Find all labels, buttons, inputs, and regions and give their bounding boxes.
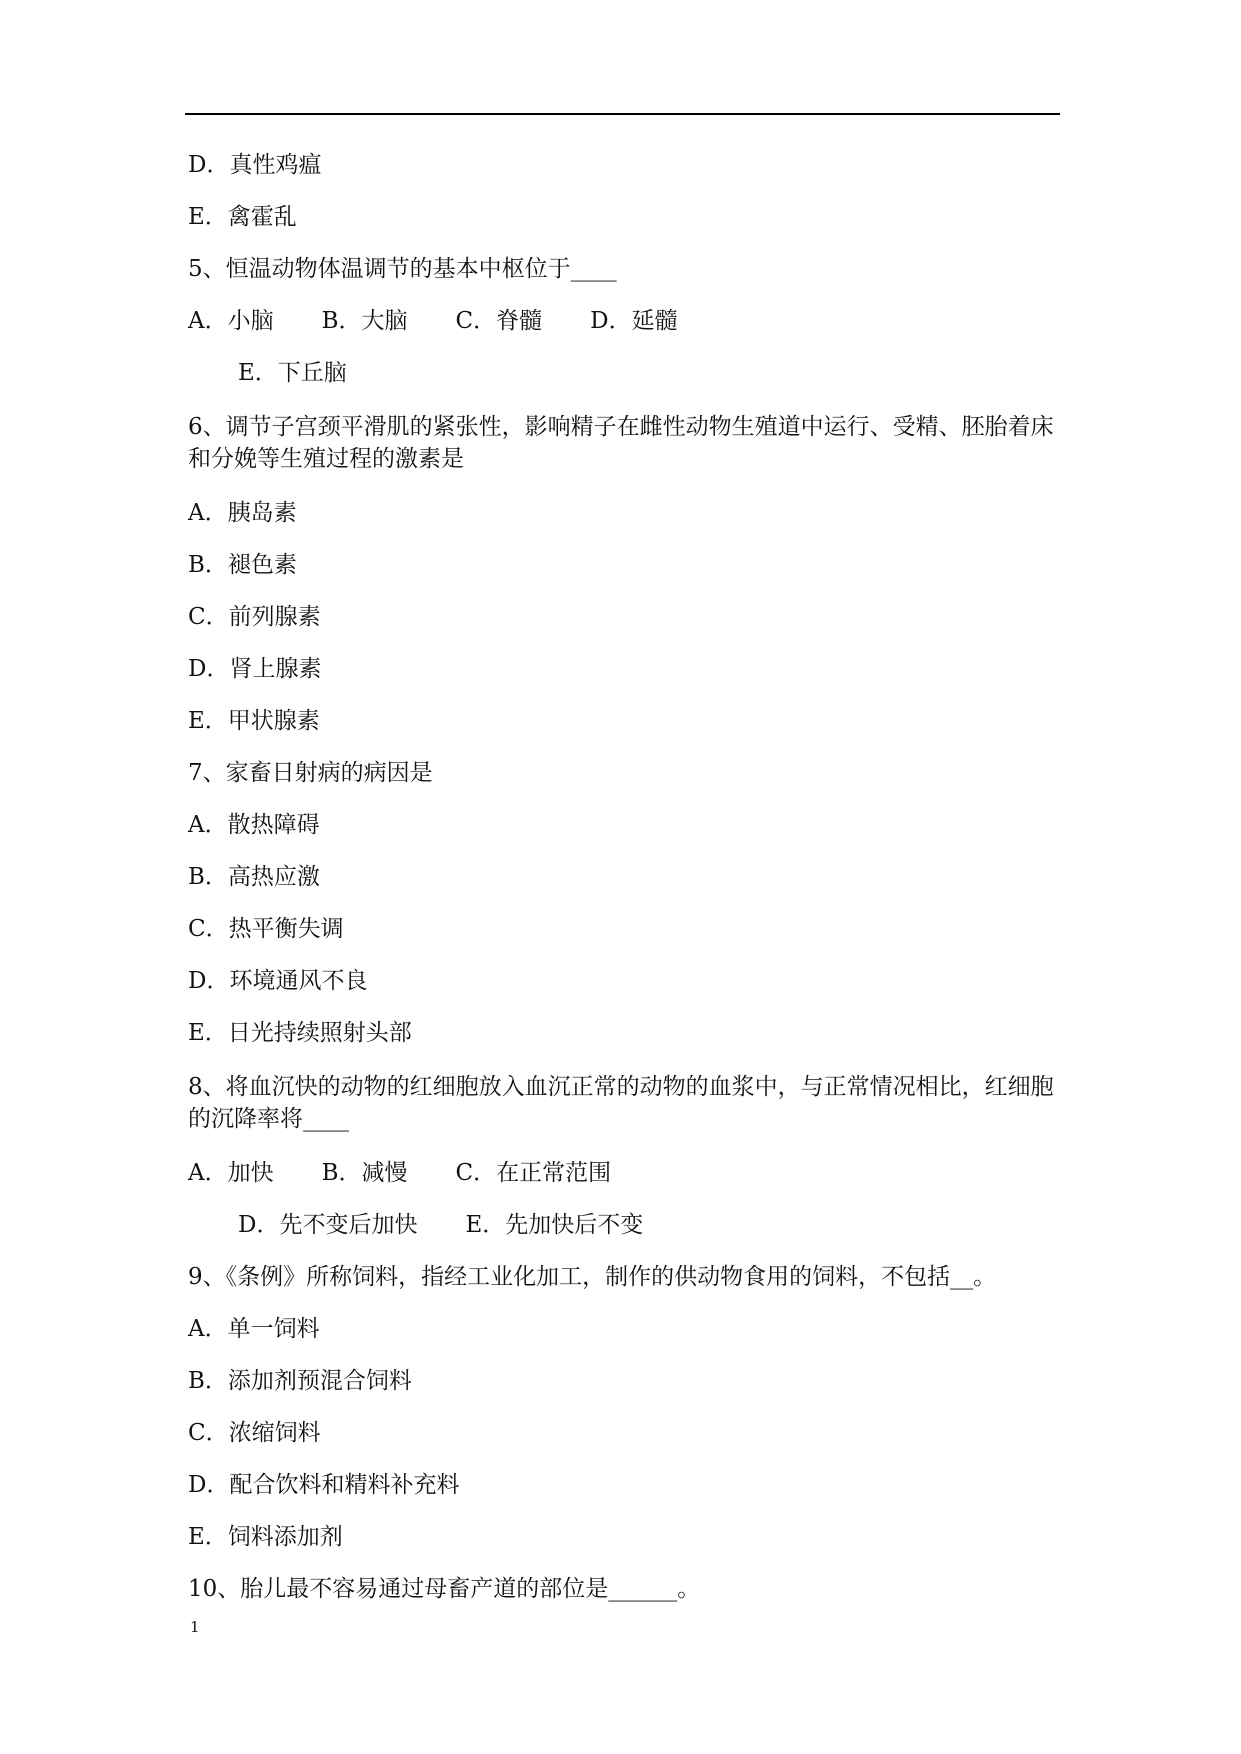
question-10: 10、胎儿最不容易通过母畜产道的部位是______。 — [188, 1576, 701, 1602]
option-e: E．下丘脑 — [238, 360, 347, 386]
option-e: E．甲状腺素 — [188, 708, 320, 734]
option-d: D．环境通风不良 — [188, 968, 368, 994]
option-b: B．添加剂预混合饲料 — [188, 1368, 412, 1394]
option-line: E．禽霍乱 — [188, 204, 297, 230]
question-5-options-row — [188, 307, 1058, 335]
option-c: C．在正常范围 — [455, 1160, 612, 1186]
option-b: B．褪色素 — [188, 552, 297, 578]
question-5: 5、恒温动物体温调节的基本中枢位于____ — [188, 256, 617, 282]
option-a: A．单一饲料 — [188, 1316, 320, 1342]
option-c: C．前列腺素 — [188, 604, 321, 630]
document-body — [188, 151, 1058, 1603]
question-9: 9、《条例》所称饲料，指经工业化加工，制作的供动物食用的饲料，不包括__。 — [188, 1264, 997, 1290]
option-b: B．大脑 — [321, 308, 408, 334]
option-d: D．延髓 — [590, 308, 678, 334]
option-e: E．日光持续照射头部 — [188, 1020, 412, 1046]
option-e: E．先加快后不变 — [465, 1212, 644, 1238]
option-c: C．脊髓 — [455, 308, 543, 334]
option-b: B．减慢 — [321, 1160, 408, 1186]
option-d: D．配合饮料和精料补充料 — [188, 1472, 460, 1498]
question-8-options-row-2 — [188, 1211, 1058, 1239]
question-8-options-row — [188, 1159, 1058, 1187]
option-a: A．胰岛素 — [188, 500, 297, 526]
option-d: D．先不变后加快 — [238, 1212, 418, 1238]
option-c: C．热平衡失调 — [188, 916, 344, 942]
option-line: D．真性鸡瘟 — [188, 152, 322, 178]
option-b: B．高热应激 — [188, 864, 320, 890]
header-rule — [185, 113, 1060, 115]
question-8: 8、将血沉快的动物的红细胞放入血沉正常的动物的血浆中，与正常情况相比，红细胞的沉降率将____ — [188, 1074, 1054, 1132]
option-e: E．饲料添加剂 — [188, 1524, 343, 1550]
option-a: A．加快 — [188, 1160, 274, 1186]
option-a: A．小脑 — [188, 308, 274, 334]
option-c: C．浓缩饲料 — [188, 1420, 321, 1446]
option-a: A．散热障碍 — [188, 812, 320, 838]
page-number: 1 — [190, 1618, 200, 1636]
question-6: 6、调节子宫颈平滑肌的紧张性，影响精子在雌性动物生殖道中运行、受精、胚胎着床和分娩等生殖过程的激素是 — [188, 414, 1054, 472]
question-7: 7、家畜日射病的病因是 — [188, 760, 433, 786]
option-d: D．肾上腺素 — [188, 656, 322, 682]
